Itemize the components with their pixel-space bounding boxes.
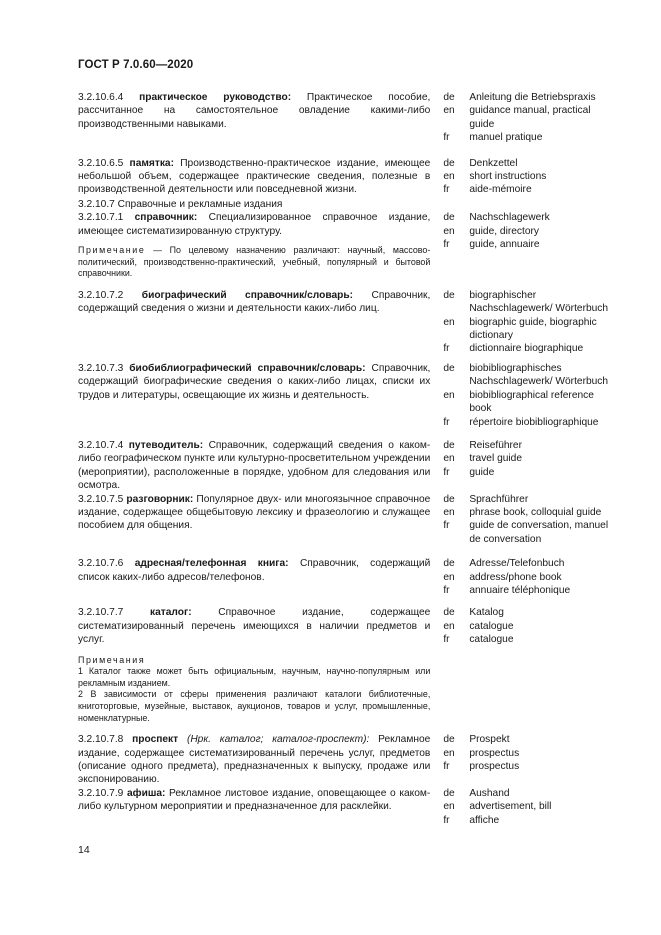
translation-text: guide de conversation, manuel de conversation [469,520,609,545]
translation-row [443,238,618,251]
translation-lang: en [443,506,455,518]
translation-lang: de [443,734,455,746]
translation-row [443,557,618,570]
translation-row [443,183,618,196]
term-definition: Популярное двух- или многоязычное справочное издание, содержащее общебытовую лексику и фразеологию и служащее пособием для общения. [78,493,431,532]
translations [443,493,618,547]
term-definition-block [78,211,430,280]
translation-row [443,747,618,760]
page-number: 14 [78,844,90,856]
section-title: Справочные и рекламные издания [117,198,283,210]
translation-row [443,389,618,416]
translation-text: guidance manual, practical guide [469,105,591,130]
translation-row [443,571,618,584]
term-definition: Рекламное листовое издание, оповещающее о каком-либо культурном мероприятии и предназначенное для расклейки. [78,787,431,813]
translation-lang: en [443,801,455,813]
translation-text: phrase book, colloquial guide [469,506,602,518]
translation-text: guide, annuaire [469,239,540,251]
translation-lang: fr [443,132,450,144]
translation-text: biographic guide, biographic dictionary [469,316,597,342]
translation-lang: fr [443,343,450,355]
term-definition: Справочник, содержащий биографические сведения о каких-либо лицах, списки их трудов и литературы, освещающие их жизнь и деятельность. [78,362,431,401]
translation-row [443,170,618,183]
term-name: биобиблиографический справочник/словарь: [129,362,366,374]
translation-text: advertisement, bill [469,801,552,813]
term-entry [78,733,618,787]
translation-lang: de [443,289,455,301]
translation-lang: en [443,171,455,183]
term-entry [78,606,618,724]
translation-row [443,800,618,813]
translation-lang: en [443,316,455,328]
translation-lang: fr [443,466,450,478]
translation-row [443,316,618,343]
translation-text: Adresse/Telefonbuch [469,558,565,570]
translation-text: Denkzettel [469,157,518,169]
translation-text: biobibliographical reference book [469,389,594,415]
term-number: 3.2.10.7.4 [78,439,124,451]
term-name: афиша: [126,787,166,799]
note-item: 1 Каталог также может быть официальным, научным, научно-популярным или рекламным изданием. [78,666,431,688]
term-number: 3.2.10.6.5 [78,157,124,169]
term-entry [78,91,618,145]
translation-row [443,157,618,170]
translation-lang: en [443,620,455,632]
term-definition: Справочник, содержащий сведения о жизни и деятельности каких-либо лиц. [78,289,431,315]
term-definition: Практическое пособие, рассчитанное на самостоятельное овладение какими-либо производственными навыками. [78,92,431,130]
term-definition-block [78,289,430,356]
translation-text: manuel pratique [469,132,543,144]
term-number: 3.2.10.7.5 [78,493,124,505]
translation-lang: de [443,558,455,570]
term-number: 3.2.10.7.1 [78,212,124,224]
term-name: каталог: [149,607,192,619]
translation-lang: en [443,225,455,237]
translation-row [443,104,618,131]
translation-row [443,211,618,224]
translation-row [443,289,618,316]
term-number: 3.2.10.7.2 [78,289,124,301]
section-heading [78,198,618,211]
translation-row [443,439,618,452]
term-definition-block [78,439,430,493]
translation-row [443,131,618,144]
terms-list [78,91,618,834]
translation-row [443,606,618,619]
translation-lang: en [443,389,455,401]
translation-text: prospectus [469,760,520,772]
term-name: путеводитель: [128,439,204,451]
document-header: ГОСТ Р 7.0.60—2020 [78,59,194,71]
translations [443,289,618,356]
translation-lang: fr [443,184,450,196]
term-name: памятка: [129,157,174,169]
translation-lang: fr [443,416,450,428]
term-name: проспект [132,734,179,746]
term-number: 3.2.10.7.6 [78,558,124,570]
translation-text: Anleitung die Betriebspraxis [469,92,596,103]
note-label: Примечание [78,245,146,256]
term-name: справочник: [134,212,198,224]
term-definition-block [78,362,430,429]
translation-row [443,466,618,479]
translation-row [443,633,618,646]
translation-row [443,342,618,355]
term-definition-block [78,733,430,787]
translation-lang: en [443,453,455,465]
notes-block [78,655,430,725]
term-definition-block [78,787,430,827]
term-definition-block [78,157,430,197]
translation-text: address/phone book [469,571,562,583]
term-entry [78,493,618,547]
translations [443,733,618,787]
term-definition: Справочник, содержащий сведения о каком-либо географическом пункте или культурно-просветительном учреждении (мероприятии), расположенные в порядке, удобном для следования или осмотра. [78,439,431,492]
translation-row [443,91,618,104]
translation-text: Nachschlagewerk [469,212,550,224]
term-name: разговорник: [126,493,194,505]
translation-lang: en [443,105,455,117]
term-definition-block [78,557,430,597]
term-entry [78,439,618,493]
translation-text: short instructions [469,171,547,183]
translation-row [443,733,618,746]
translation-text: biobibliographisches Nachschlagewerk/ Wörterbuch [469,362,609,388]
translations [443,91,618,145]
translation-text: biographischer Nachschlagewerk/ Wörterbuch [469,289,609,315]
translations [443,157,618,197]
translation-lang: fr [443,584,450,596]
term-number: 3.2.10.7.9 [78,787,124,799]
translation-text: Sprachführer [469,493,529,505]
term-entry [78,211,618,280]
note-item: 2 В зависимости от сферы применения различают каталоги библиотечные, книготорговые, музейные, выставок, аукционов, товаров и услуг, промышленные, номенклатурные. [78,689,431,723]
translation-row [443,620,618,633]
term-number: 3.2.10.7.7 [78,607,124,619]
translation-text: catalogue [469,620,514,632]
term-number: 3.2.10.6.4 [78,92,124,103]
translation-text: aide-mémoire [469,184,532,196]
note-label: Примечания [78,654,146,665]
term-entry [78,787,618,827]
translation-lang: de [443,362,455,374]
translation-lang: fr [443,760,450,772]
translation-lang: de [443,92,455,103]
term-name: биографический справочник/словарь: [141,289,354,301]
note-text: — По целевому назначению различают: научный, массово-политический, производственно-практический, учебный, популярный и бытовой справочники. [78,245,431,279]
term-definition-block [78,493,430,547]
translation-row [443,452,618,465]
translations [443,606,618,724]
translation-lang: en [443,747,455,759]
translation-text: annuaire téléphonique [469,584,571,596]
translation-lang: fr [443,634,450,646]
term-definition-block [78,91,430,145]
note [78,245,430,280]
translation-lang: de [443,157,455,169]
translation-text: dictionnaire biographique [469,343,584,355]
translation-row [443,493,618,506]
translation-lang: fr [443,520,450,532]
translation-text: Aushand [469,787,510,799]
translations [443,787,618,827]
term-entry [78,362,618,429]
translation-lang: fr [443,814,450,826]
translation-row [443,225,618,238]
translations [443,211,618,280]
translation-row [443,584,618,597]
translation-row [443,362,618,389]
translation-row [443,760,618,773]
translation-text: travel guide [469,453,522,465]
section-number: 3.2.10.7 [78,198,115,210]
term-definition: Специализированное справочное издание, имеющее систематизированную структуру. [78,212,431,237]
translation-lang: de [443,439,455,451]
translation-row [443,416,618,429]
term-definition: Рекламное издание, содержащее систематизированный перечень услуг, предметов (описание одного предмета), предназначенных к выпуску, продаже или экспонированию. [78,734,431,786]
translation-row [443,787,618,800]
translation-text: catalogue [469,634,514,646]
translation-row [443,519,618,546]
translation-text: guide, directory [469,225,539,237]
translation-lang: de [443,212,455,224]
translation-row [443,506,618,519]
translation-text: Katalog [469,607,504,619]
term-name: практическое руководство: [139,92,292,103]
translation-lang: de [443,493,455,505]
term-entry [78,157,618,197]
term-definition-block [78,606,430,724]
translations [443,362,618,429]
translation-text: guide [469,466,495,478]
translation-lang: de [443,787,455,799]
translation-text: Prospekt [469,734,510,746]
translation-lang: de [443,607,455,619]
term-number: 3.2.10.7.8 [78,734,124,746]
term-entry [78,557,618,597]
term-name: адресная/телефонная книга: [134,558,289,570]
term-definition: Справочное издание, содержащее систематизированный перечень имеющихся в наличии предметов и услуг. [78,607,431,646]
translation-text: Reiseführer [469,439,522,451]
term-extra: (Нрк. каталог; каталог-проспект): [186,734,370,746]
translations [443,557,618,597]
term-definition: Производственно-практическое издание, имеющее небольшой объем, содержащее практические сведения, полезные в производственной деятельности или повседневной жизни. [78,157,431,196]
term-definition: Справочник, содержащий список каких-либо адресов/телефонов. [78,558,431,583]
term-number: 3.2.10.7.3 [78,362,124,374]
translations [443,439,618,493]
translation-text: affiche [469,814,500,826]
translation-lang: fr [443,239,450,251]
term-entry [78,289,618,356]
translation-row [443,814,618,827]
translation-text: répertoire biobibliographique [469,416,599,428]
translation-lang: en [443,571,455,583]
translation-text: prospectus [469,747,520,759]
